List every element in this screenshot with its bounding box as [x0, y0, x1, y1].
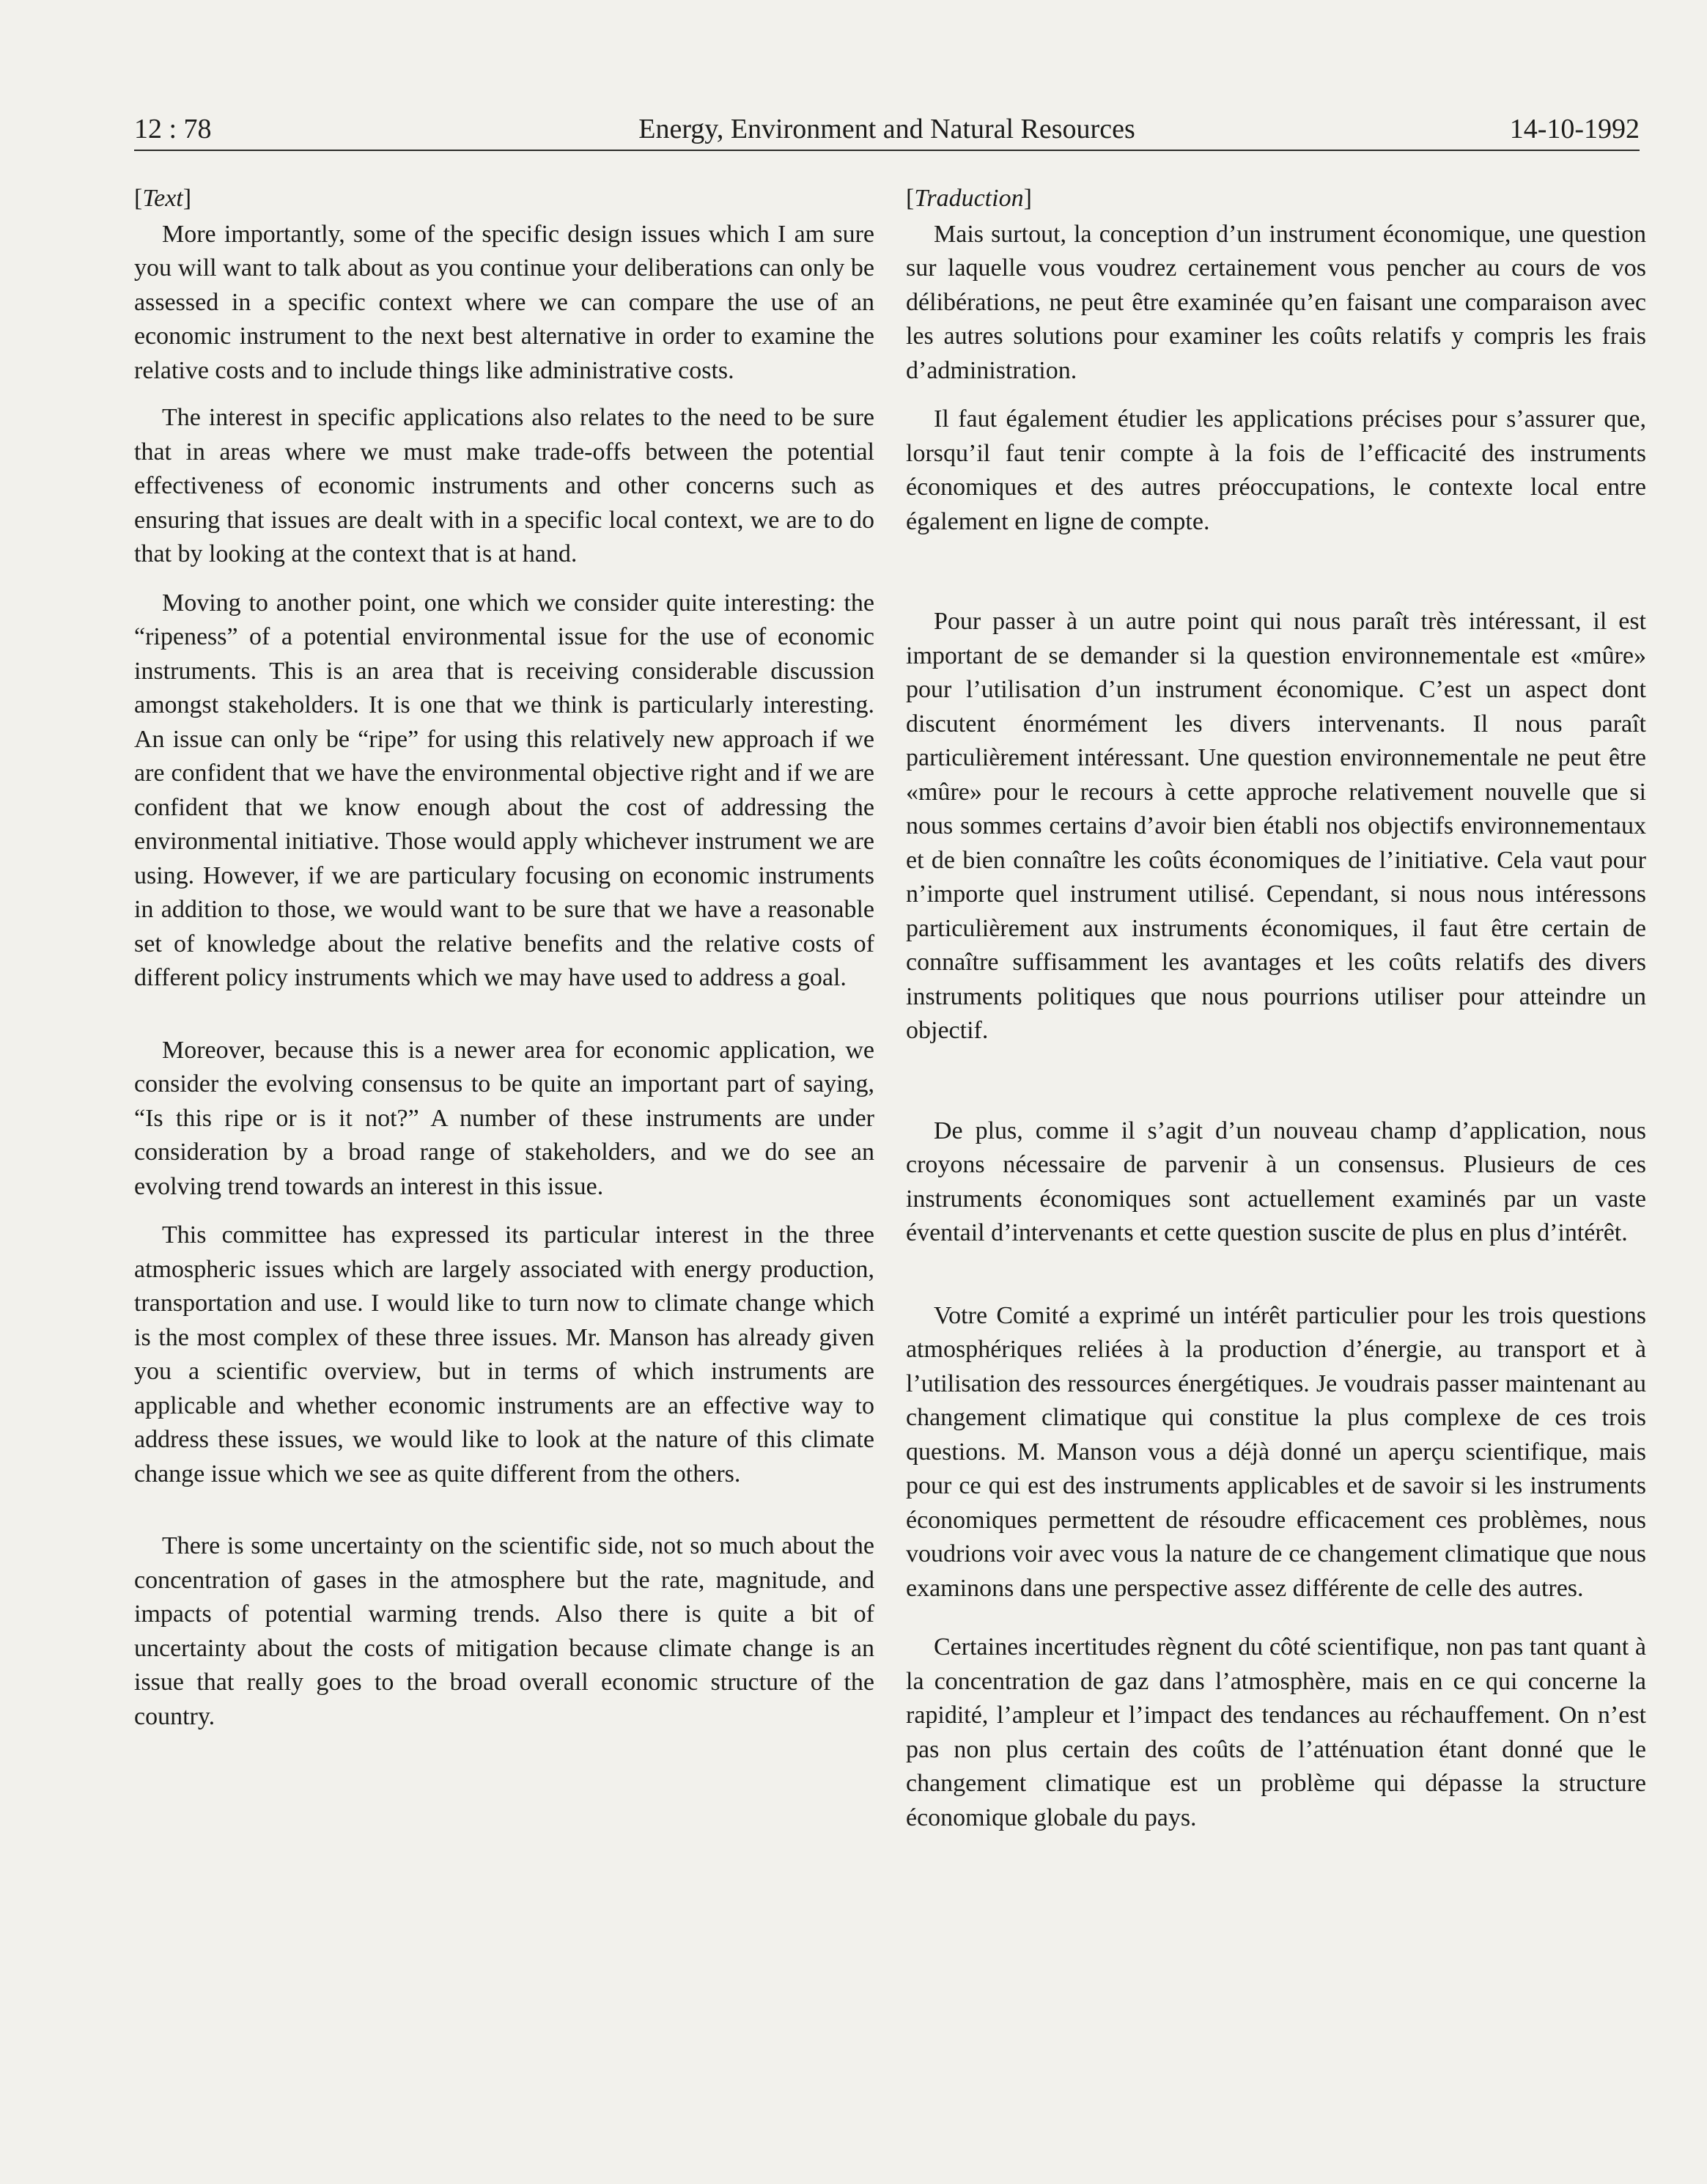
publication-date: 14-10-1992: [1509, 114, 1640, 144]
paragraph: Votre Comité a exprimé un intérêt particulier pour les trois questions atmosphériques reliées à la production d’énergie, au transport et à l’utilisation des ressources énergétiques. Je voudrais passer maintenant au changement climatique qui constitue la plus complexe de ces trois questions. M. Manson vous a déjà donné un aperçu scientifique, mais pour ce qui est des instruments applicables et de savoir si les instruments économiques permettent de résoudre efficacement ces problèmes, nous voudrions voir avec vous la nature de ce changement climatique que nous examinons dans une perspective assez différente de celle des autres.: [906, 1301, 1646, 1602]
paragraph: De plus, comme il s’agit d’un nouveau champ d’application, nous croyons nécessaire de parvenir à un consensus. Plusieurs de ces instruments économiques sont actuellement examinés par un vaste éventail d’intervenants et cette question suscite de plus en plus d’intérêt.: [906, 1117, 1646, 1246]
paragraph: There is some uncertainty on the scientific side, not so much about the concentration of gases in the atmosphere but the rate, magnitude, and impacts of potential warming trends. Also there is quite a bit of uncertainty about the costs of mitigation because climate change is an issue that really goes to the broad overall economic structure of the country.: [134, 1532, 874, 1730]
paragraph: This committee has expressed its particular interest in the three atmospheric issues which are largely associated with energy production, transportation and use. I would like to turn now to climate change which is the most complex of these three issues. Mr. Manson has already given you a scientific overview, but in terms of which instruments are applicable and whether economic instruments are an effective way to address these issues, we would like to look at the nature of this climate change issue which we see as quite different from the others.: [134, 1221, 874, 1488]
column-label-traduction: [Traduction]: [906, 185, 1032, 212]
paragraph: The interest in specific applications also relates to the need to be sure that in areas where we must make trade-offs between the potential effectiveness of economic instruments and other concerns such as ensuring that issues are dealt with in a specific local context, we are to do that by looking at the context that is at hand.: [134, 404, 874, 567]
page-header: [134, 109, 1640, 151]
running-title: Energy, Environment and Natural Resources: [638, 114, 1135, 144]
english-text-column: [134, 182, 874, 1734]
page-number: 12 : 78: [134, 114, 212, 144]
french-translation-column: [906, 182, 1646, 1835]
paragraph: Pour passer à un autre point qui nous paraît très intéressant, il est important de se demander si la question environnementale est «mûre» pour l’utilisation d’un instrument économique. C’est un aspect dont discutent énormément les divers intervenants. Il nous paraît particulièrement intéressant. Une question environnementale ne peut être «mûre» pour le recours à cette approche relativement nouvelle que si nous sommes certains d’avoir bien établi nos objectifs environnementaux et de bien connaître les coûts économiques de l’initiative. Cela vaut pour n’importe quel instrument utilisé. Cependant, si nous nous intéressons particulièrement aux instruments économiques, il faut être certain de connaître suffisamment les avantages et les coûts relatifs des divers instruments politiques que nous pourrions utiliser pour atteindre un objectif.: [906, 608, 1646, 1044]
paragraph: Certaines incertitudes règnent du côté scientifique, non pas tant quant à la concentration de gaz dans l’atmosphère, mais en ce qui concerne la rapidité, l’ampleur et l’impact des tendances au réchauffement. On n’est pas non plus certain des coûts de l’atténuation étant donné que le changement climatique est un problème qui dépasse la structure économique globale du pays.: [906, 1633, 1646, 1831]
paragraph: Moving to another point, one which we consider quite interesting: the “ripeness” of a potential environmental issue for the use of economic instruments. This is an area that is receiving considerable discussion amongst stakeholders. It is one that we think is particularly interesting. An issue can only be “ripe” for using this relatively new approach if we are confident that we have the environmental objective right and if we are confident that we know enough about the cost of addressing the environmental initiative. Those would apply whichever instrument we are using. However, if we are particulary focusing on economic instruments in addition to those, we would want to be sure that we have a reasonable set of knowledge about the relative benefits and the relative costs of different policy instruments which we may have used to address a goal.: [134, 589, 874, 991]
paragraph: More importantly, some of the specific design issues which I am sure you will want to talk about as you continue your deliberations can only be assessed in a specific context where we can compare the use of an economic instrument to the next best alternative in order to examine the relative costs and to include things like administrative costs.: [134, 220, 874, 384]
paragraph: Mais surtout, la conception d’un instrument économique, une question sur laquelle vous voudrez certainement vous pencher au cours de vos délibérations, ne peut être examinée qu’en faisant une comparaison avec les autres solutions pour examiner les coûts relatifs y compris les frais d’administration.: [906, 220, 1646, 384]
paragraph: Moreover, because this is a newer area for economic application, we consider the evolving consensus to be quite an important part of saying, “Is this ripe or is it not?” A number of these instruments are under consideration by a broad range of stakeholders, and we do see an evolving trend towards an interest in this issue.: [134, 1036, 874, 1200]
paragraph: Il faut également étudier les applications précises pour s’assurer que, lorsqu’il faut tenir compte à la fois de l’efficacité des instruments économiques et des autres préoccupations, le contexte local entre également en ligne de compte.: [906, 405, 1646, 535]
column-label-text: [Text]: [134, 185, 192, 212]
